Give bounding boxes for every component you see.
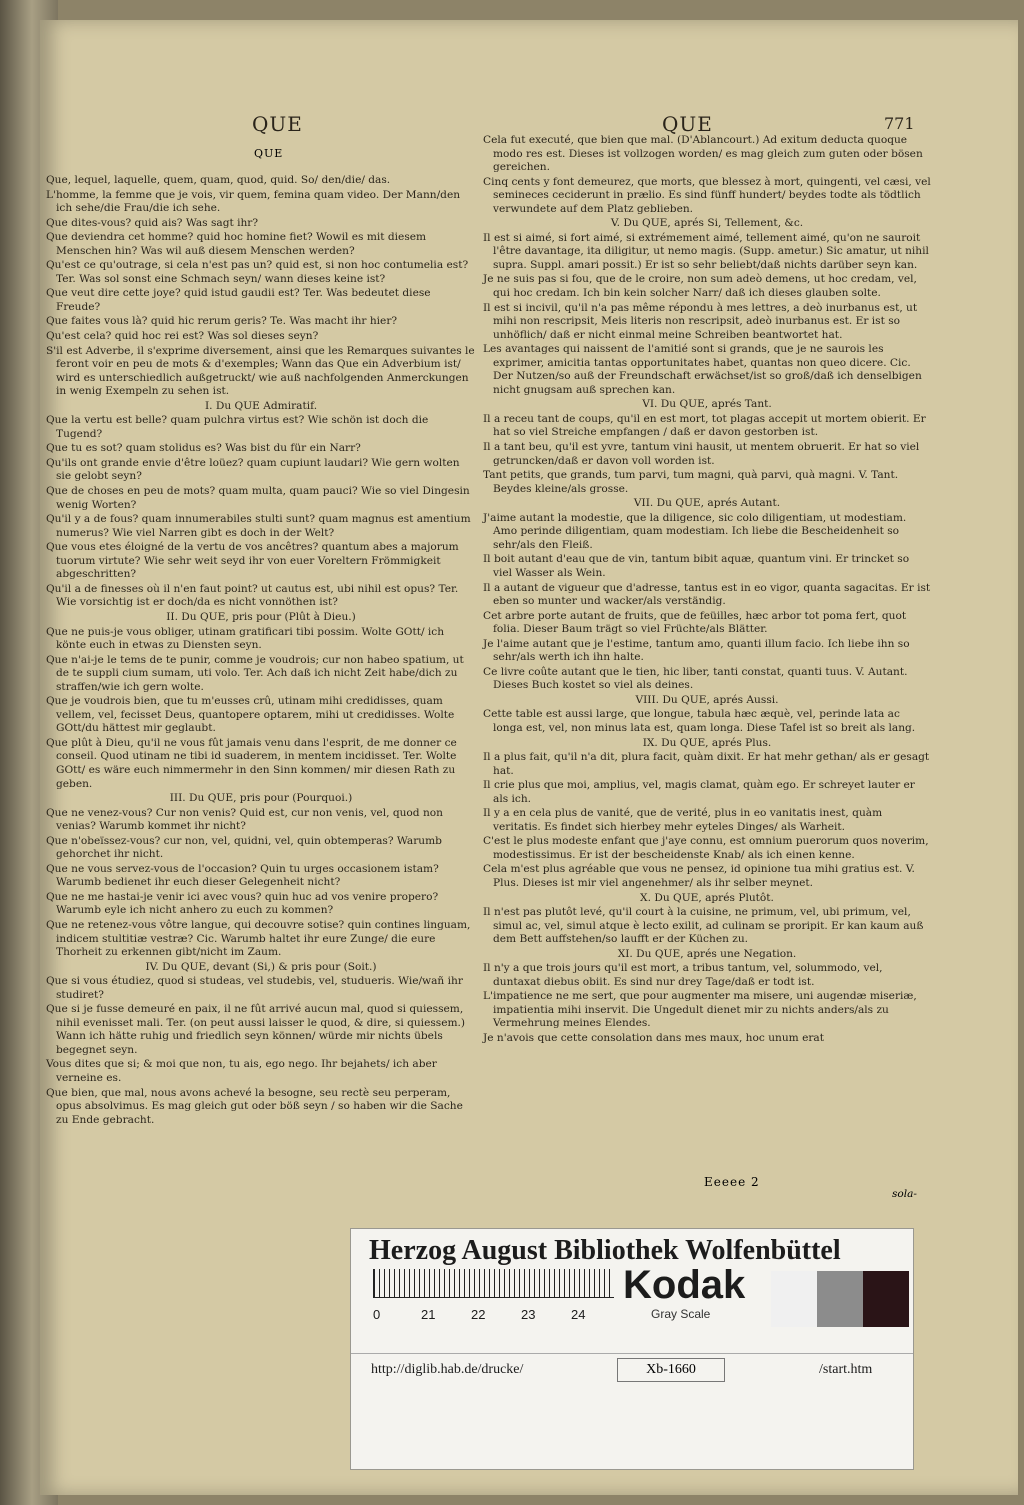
dictionary-entry: Je l'aime autant que je l'estime, tantum amo, quanti illum facio. Ich liebe ihn so sehr/als werth ich ihn halte. — [483, 637, 910, 664]
dictionary-entry: Que faites vous là? quid hic rerum geris? Te. Was macht ihr hier? — [46, 315, 398, 328]
dictionary-entry: Que si je fusse demeuré en paix, il ne fût arrivé aucun mal, quod si quiessem, nihil evenisset mali. Ter. (on peut aussi laisser le quod, & dire, si quiessem.) Wann ich hätte ruhig und friedlich seyn können/ würde mir nichts übels begegnet seyn. — [46, 1003, 466, 1056]
dictionary-entry: Il a tant beu, qu'il est yvre, tantum vini hausit, ut mentem obruerit. Er hat so viel getruncken/daß er davon voll worden ist. — [483, 441, 920, 467]
dictionary-entry: Que dites-vous? quid ais? Was sagt ihr? — [46, 216, 259, 229]
dictionary-entry: Que ne puis-je vous obliger, utinam gratificari tibi possim. Wolte GOtt/ ich könte euch in etwas zu Diensten seyn. — [46, 625, 445, 652]
section-9-entries — [483, 751, 931, 890]
signature-mark: Eeeee 2 — [704, 1175, 760, 1189]
ruler-number: 0 — [373, 1307, 381, 1322]
section-heading: XI. Du QUE, aprés une Negation. — [617, 947, 797, 960]
dictionary-entry: Que je voudrois bien, que tu m'eusses crû, utinam mihi credidisses, quam vellem, vel, fecisset Deus, quantopere optarem, mihi ut credidisses. Wolte GOtt/du hättest mir geglaubt. — [46, 695, 455, 735]
dictionary-entry: Que bien, que mal, nous avons achevé la besogne, seu rectè seu perperam, opus absolvimus. Es mag gleich gut oder böß seyn / so haben wir die Sache zu Ende gebracht. — [46, 1086, 463, 1126]
section-heading: VIII. Du QUE, aprés Aussi. — [635, 693, 779, 706]
dictionary-entry: Cela m'est plus agréable que vous ne pensez, id opinione tua mihi gratius est. V. Plus. Dieses ist mir viel angenehmer/ als ihr selber meynet. — [483, 863, 915, 889]
dictionary-entry: Que vous etes éloigné de la vertu de vos ancêtres? quantum abes a majorum tuorum virtute? Wie sehr weit seyd ihr von euer Voreltern Frömmigkeit abgeschritten? — [46, 541, 459, 581]
ruler-number: 22 — [471, 1307, 486, 1322]
section-heading: IV. Du QUE, devant (Si,) & pris pour (Soit.) — [145, 960, 377, 973]
dictionary-entry: L'homme, la femme que je vois, vir quem, femina quam video. Der Mann/den ich sehe/die Frau/die ich sehe. — [46, 188, 461, 215]
dictionary-entry: Que plût à Dieu, qu'il ne vous fût jamais venu dans l'esprit, de me donner ce conseil. Quod utinam ne tibi id suaderem, in mentem incidisset. Ter. Wolte GOtt/ es wäre euch nimmermehr in den Sinn kommen/ mir diesen Rath zu geben. — [46, 736, 457, 790]
dictionary-entry: Que ne venez-vous? Cur non venis? Quid est, cur non venis, vel, quod non venias? Warumb kommet ihr nicht? — [46, 806, 443, 833]
dictionary-entry: Tant petits, que grands, tum parvi, tum magni, quà parvi, quà magni. V. Tant. Beydes kleine/als grosse. — [483, 469, 899, 495]
dictionary-entry: Il a autant de vigueur que d'adresse, tantus est in eo vigor, quanta sagacitas. Er ist eben so munter und wacker/als verständig. — [483, 581, 931, 608]
dictionary-entry: Que n'obeïssez-vous? cur non, vel, quidni, vel, quin obtemperas? Warumb gehorchet ihr nicht. — [46, 834, 442, 861]
dictionary-entry: Les avantages qui naissent de l'amitié sont si grands, que je ne saurois les exprimer, amicitia tantas opportunitates habet, quantas non queo dicere. Cic. Der Nutzen/so auß der Freundschaft erwächset/ist so groß/daß ich denselbigen nicht gnugsam auß sprechen kan. — [483, 343, 922, 396]
url-suffix: /start.htm — [819, 1362, 873, 1377]
dictionary-entry: Cette table est aussi large, que longue, tabula hæc æquè, vel, perinde lata ac longa est, vel, non minus lata est, quam longa. Diese Tafel ist so breit als lang. — [483, 708, 916, 734]
dictionary-entry: Que ne vous servez-vous de l'occasion? Quin tu urges occasionem istam? Warumb bedienet ihr euch dieser Gelegenheit nicht? — [46, 862, 439, 889]
section-heading: VII. Du QUE, aprés Autant. — [633, 497, 781, 510]
dictionary-entry: Il crie plus que moi, amplius, vel, magis clamat, quàm ego. Er schreyet lauter er als ich. — [483, 779, 915, 805]
dictionary-entry: Je n'avois que cette consolation dans mes maux, hoc unum erat — [483, 1032, 824, 1044]
dictionary-entry: Vous dites que si; & moi que non, tu ais, ego nego. Ihr bejahets/ ich aber verneine es. — [46, 1058, 437, 1084]
dictionary-entry: Cet arbre porte autant de fruits, que de feüilles, hæc arbor tot poma fert, quot folia. Dieser Baum trägt so viel Früchte/als Blätter. — [483, 609, 907, 636]
dictionary-entry: Qu'il y a de fous? quam innumerabiles stulti sunt? quam magnus est amentium numerus? Wie viel Narren gibt es doch in der Welt? — [46, 513, 471, 539]
kodak-logo: Kodak — [623, 1263, 746, 1307]
dictionary-entry: Il est si aimé, si fort aimé, si extrémement aimé, tellement aimé, qu'on ne sauroit l'être davantage, ita diligitur, ut nemo magis. (Supp. ametur.) Sic amatur, ut nihil supra. Suppl. amari possit.) Er ist so sehr beliebt/daß nichts darüber seyn kan. — [483, 231, 929, 271]
left-running-head: QUE — [252, 112, 303, 136]
dictionary-entry: Que deviendra cet homme? quid hoc homine fiet? Wowil es mit diesem Menschen hin? Was wil auß diesem Menschen werden? — [46, 231, 427, 257]
url-row — [351, 1353, 913, 1384]
dictionary-entry: Que, lequel, laquelle, quem, quam, quod, quid. So/ den/die/ das. — [46, 174, 391, 186]
gray-swatch-mid — [817, 1271, 863, 1327]
right-intro-entries — [483, 134, 931, 216]
section-heading: I. Du QUE Admiratif. — [204, 399, 318, 412]
catchword: sola- — [892, 1188, 917, 1200]
dictionary-entry: Il est si incivil, qu'il n'a pas même répondu à mes lettres, a deò inurbanus est, ut mihi non rescripsit, Meis literis non rescripsit, adeò inurbanus est. Er ist so unhöflich/ daß er nicht einmal meine Schreiben beantwortet hat. — [483, 301, 918, 341]
dictionary-entry: Cela fut executé, que bien que mal. (D'Ablancourt.) Ad exitum deducta quoque modo res est. Dieses ist vollzogen worden/ es mag gleich zum guten oder bösen gereichen. — [483, 134, 923, 174]
dictionary-entry: Il a plus fait, qu'il n'a dit, plura facit, quàm dixit. Er hat mehr gethan/ als er gesagt hat. — [483, 751, 930, 777]
dictionary-entry: Qu'ils ont grande envie d'être loüez? quam cupiunt laudari? Wie gern wolten sie gelobt seyn? — [46, 456, 460, 483]
archive-label — [350, 1228, 914, 1470]
ruler-number: 21 — [421, 1307, 436, 1322]
dictionary-entry: Qu'il a de finesses où il n'en faut point? ut cautus est, ubi nihil est opus? Ter. Wie vorsichtig ist er doch/da es nicht vonnöthen ist? — [46, 582, 459, 609]
page-number: 771 — [884, 114, 915, 133]
left-column — [46, 174, 476, 1128]
dictionary-entry: Que ne retenez-vous vôtre langue, qui decouvre sotise? quin contines linguam, indicem stultitiæ vestræ? Cic. Warumb haltet ihr eure Zunge/ die eure Thorheit zu erkennen gibt/nicht im Zaum. — [46, 918, 471, 959]
section-heading: VI. Du QUE, aprés Tant. — [642, 398, 772, 411]
ruler-number: 23 — [521, 1307, 536, 1322]
section-8-entries — [483, 708, 931, 735]
section-heading: IX. Du QUE, aprés Plus. — [642, 736, 772, 749]
dictionary-entry: C'est le plus modeste enfant que j'aye connu, est omnium puerorum quos noverim, modestissimus. Er ist der bescheidenste Knab/ als ich einen kenne. — [483, 835, 929, 861]
dictionary-entry: Que ne me hastai-je venir ici avec vous? quin huc ad vos venire propero? Warumb eyle ich nicht anhero zu euch zu kommen? — [46, 890, 439, 917]
gray-scale-caption: Gray Scale — [651, 1307, 711, 1321]
section-5-entries — [483, 232, 931, 398]
dictionary-entry: Que veut dire cette joye? quid istud gaudii est? Ter. Was bedeutet diese Freude? — [46, 287, 431, 313]
dictionary-entry: Il n'y a que trois jours qu'il est mort, a tribus tantum, vel, solummodo, vel, duntaxat diebus obiit. Es sind nur drey Tage/daß er todt ist. — [483, 962, 883, 988]
dictionary-entry: Il boit autant d'eau que de vin, tantum bibit aquæ, quantum vini. Er trincket so viel Wasser als Wein. — [483, 553, 910, 579]
dictionary-entry: Que n'ai-je le tems de te punir, comme je voudrois; cur non habeo spatium, ut de te suppli cium sumam, uti volo. Ter. Ach daß ich nicht Zeit habe/dich zu straffen/wie ich gern wolte. — [46, 653, 464, 693]
dictionary-entry: Qu'est cela? quid hoc rei est? Was sol dieses seyn? — [46, 330, 319, 343]
dictionary-entry: Cinq cents y font demeurez, que morts, que blessez à mort, quingenti, vel cæsi, vel semineces ceciderunt in prælio. Es sind fünff hundert/ beydes todte als tödtlich verwundete auf dem Platz geblieben. — [483, 175, 931, 215]
left-intro-entries — [46, 174, 476, 399]
dictionary-entry: S'il est Adverbe, il s'exprime diversement, ainsi que les Remarques suivantes le feront voir en peu de mots & d'exemples; Wann das Que ein Adverbium ist/ wird es unterschiedlich außgetruckt/ wie auß nachfolgenden Anmerckungen in wenig Exempeln zu sehen ist. — [46, 344, 475, 398]
dictionary-entry: Il a receu tant de coups, qu'il en est mort, tot plagas accepit ut mortem obierit. Er hat so viel Streiche empfangen / daß er davon gestorben ist. — [483, 412, 926, 439]
section-heading: III. Du QUE, pris pour (Pourquoi.) — [169, 792, 353, 805]
digital-library-url: http://diglib.hab.de/drucke/ — [371, 1362, 524, 1377]
right-column — [483, 134, 931, 1047]
gray-swatch-dark — [863, 1271, 909, 1327]
dictionary-entry: L'impatience ne me sert, que pour augmenter ma misere, uni augendæ miseriæ, impatientia mihi inservit. Die Ungedult dienet mir zu nichts anders/als zu Vermehrung meines Elendes. — [483, 990, 917, 1030]
section-3-entries — [46, 807, 476, 960]
shelfmark: Xb-1660 — [617, 1358, 725, 1382]
library-title: Herzog August Bibliothek Wolfenbüttel — [369, 1235, 841, 1266]
section-4-entries — [46, 975, 476, 1127]
dictionary-entry: J'aime autant la modestie, que la diligence, sic colo diligentiam, ut modestiam. Amo perinde diligentiam, quam modestiam. Ich liebe die Bescheidenheit so sehr/als den Fleiß. — [483, 511, 907, 551]
section-heading: X. Du QUE, aprés Plutôt. — [640, 891, 774, 904]
dictionary-entry: Que la vertu est belle? quam pulchra virtus est? Wie schön ist doch die Tugend? — [46, 414, 429, 440]
section-6-entries — [483, 413, 931, 496]
dictionary-entry: Que de choses en peu de mots? quam multa, quam pauci? Wie so viel Dingesin wenig Worten? — [46, 485, 470, 511]
dictionary-entry: Que si vous étudiez, quod si studeas, vel studebis, vel, studueris. Wie/wañ ihr studiret? — [46, 975, 463, 1001]
dictionary-entry: Il n'est pas plutôt levé, qu'il court à la cuisine, ne primum, vel, ubi primum, vel, simul ac, vel, simul atque è lecto exilit, ad culinam se proripit. Er kan kaum auß dem Bett auffstehen/so laufft er der Küchen zu. — [483, 906, 924, 946]
left-subhead: QUE — [254, 147, 284, 160]
section-heading: V. Du QUE, aprés Si, Tellement, &c. — [610, 217, 804, 230]
dictionary-entry: Je ne suis pas si fou, que de le croire, non sum adeò demens, ut hoc credam, vel, qui hoc credam. Ich bin kein solcher Narr/ daß ich dieses glauben solte. — [483, 273, 917, 300]
dictionary-entry: Il y a en cela plus de vanité, que de verité, plus in eo vanitatis inest, quàm veritatis. Es findet sich hierbey mehr eyteles Dinges/ als Warheit. — [483, 807, 883, 833]
dictionary-entry: Ce livre coûte autant que le tien, hic liber, tanti constat, quanti tuus. V. Autant. Dieses Buch kostet so viel als deines. — [483, 665, 908, 692]
section-10-entries — [483, 906, 931, 947]
dictionary-entry: Que tu es sot? quam stolidus es? Was bist du für ein Narr? — [46, 442, 361, 455]
section-7-entries — [483, 512, 931, 693]
scale-ruler — [373, 1269, 614, 1298]
right-running-head: QUE — [662, 112, 713, 136]
dictionary-entry: Qu'est ce qu'outrage, si cela n'est pas un? quid est, si non hoc contumelia est? Ter. Was sol sonst eine Schmach seyn/ wann dieses keine ist? — [46, 259, 469, 285]
ruler-number: 24 — [571, 1307, 586, 1322]
gray-swatch-light — [771, 1271, 817, 1327]
section-1-entries — [46, 414, 476, 610]
section-heading: II. Du QUE, pris pour (Plût à Dieu.) — [166, 610, 356, 623]
section-11-entries — [483, 962, 931, 1045]
section-2-entries — [46, 626, 476, 792]
